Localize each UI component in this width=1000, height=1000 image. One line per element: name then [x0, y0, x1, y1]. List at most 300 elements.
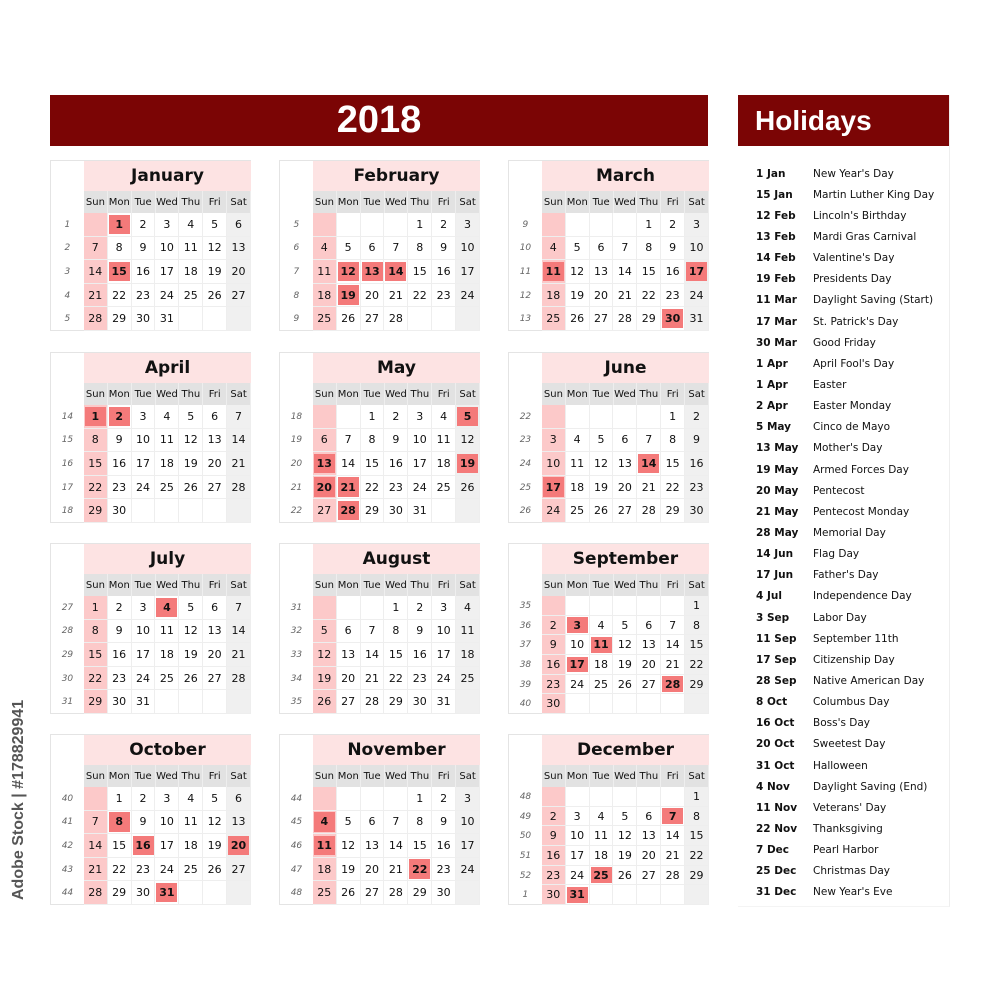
- day-cell: [566, 284, 590, 308]
- holiday-day-cell: [337, 476, 361, 500]
- day-number: 24: [570, 868, 585, 882]
- holiday-day-cell: [637, 452, 661, 476]
- day-number: 6: [645, 618, 653, 632]
- weekday-label: Sat: [685, 765, 709, 787]
- day-number: 7: [344, 433, 352, 447]
- weekday-label: Mon: [566, 765, 590, 787]
- day-cell: [108, 499, 132, 523]
- week-row: [280, 811, 480, 835]
- week-number: 21: [290, 482, 303, 493]
- day-number: 28: [388, 886, 403, 900]
- day-cell: [84, 858, 108, 882]
- day-cell: [132, 405, 156, 429]
- day-cell: [613, 596, 637, 616]
- day-number: 27: [594, 312, 609, 326]
- day-number: 12: [207, 241, 222, 255]
- day-cell: [337, 643, 361, 667]
- day-cell: [227, 881, 251, 905]
- holiday-date: 13 May: [756, 442, 799, 455]
- day-cell: [456, 858, 480, 882]
- day-cell: [337, 452, 361, 476]
- day-cell: [685, 826, 709, 846]
- day-number: 18: [183, 838, 198, 852]
- day-number: 18: [317, 288, 332, 302]
- holiday-name: Labor Day: [813, 611, 867, 624]
- day-number: 10: [159, 241, 174, 255]
- weekday-label: Thu: [179, 574, 203, 596]
- week-row: [509, 655, 709, 675]
- day-cell: [590, 284, 614, 308]
- weekday-label: Fri: [432, 383, 456, 405]
- week-number: 5: [293, 219, 300, 230]
- day-number: 24: [689, 288, 704, 302]
- day-number: 29: [112, 886, 127, 900]
- day-number: 3: [693, 217, 701, 231]
- day-number: 5: [344, 241, 352, 255]
- holiday-date: 7 Dec: [756, 844, 790, 857]
- day-cell: [384, 452, 408, 476]
- day-number: 5: [573, 241, 581, 255]
- weekday-label: Mon: [337, 574, 361, 596]
- week-row: [509, 307, 709, 331]
- holiday-day-cell: [337, 260, 361, 284]
- holiday-date: 8 Oct: [756, 696, 788, 709]
- day-number: 30: [388, 504, 403, 518]
- day-cell: [661, 787, 685, 807]
- day-number: 10: [136, 624, 151, 638]
- day-cell: [637, 237, 661, 261]
- day-cell: [408, 690, 432, 714]
- day-number: 26: [317, 695, 332, 709]
- day-number: 20: [207, 647, 222, 661]
- week-number: 17: [61, 482, 74, 493]
- day-cell: [637, 405, 661, 429]
- day-number: 5: [320, 624, 328, 638]
- day-number: 4: [597, 618, 605, 632]
- holiday-name: Mother's Day: [813, 442, 883, 455]
- day-number: 11: [543, 262, 564, 282]
- holiday-item: [738, 248, 950, 269]
- weekday-label: Mon: [108, 574, 132, 596]
- day-number: 16: [112, 456, 127, 470]
- day-cell: [313, 499, 337, 523]
- weekday-label: Wed: [385, 191, 409, 213]
- day-cell: [384, 213, 408, 237]
- day-cell: [661, 405, 685, 429]
- day-cell: [542, 885, 566, 905]
- day-number: 17: [136, 647, 151, 661]
- day-cell: [227, 811, 251, 835]
- day-number: 28: [388, 312, 403, 326]
- day-number: 27: [231, 288, 246, 302]
- holiday-date: 31 Oct: [756, 759, 795, 772]
- weekday-label: Wed: [156, 765, 180, 787]
- weekday-label: Wed: [156, 383, 180, 405]
- day-number: 8: [416, 815, 424, 829]
- day-cell: [337, 213, 361, 237]
- week-number: 41: [61, 817, 74, 828]
- holiday-name: Easter: [813, 378, 847, 391]
- day-number: 21: [365, 671, 380, 685]
- day-cell: [361, 307, 385, 331]
- day-cell: [566, 499, 590, 523]
- day-cell: [313, 881, 337, 905]
- day-cell: [227, 237, 251, 261]
- day-cell: [361, 476, 385, 500]
- day-cell: [408, 213, 432, 237]
- day-number: 20: [207, 456, 222, 470]
- weekday-label: Fri: [661, 765, 685, 787]
- day-cell: [661, 596, 685, 616]
- day-number: 18: [594, 848, 609, 862]
- day-number: 7: [235, 600, 243, 614]
- day-number: 23: [388, 480, 403, 494]
- day-number: 7: [621, 241, 629, 255]
- week-number: 29: [61, 649, 74, 660]
- day-cell: [637, 476, 661, 500]
- month-days: [51, 213, 251, 331]
- day-number: 8: [645, 241, 653, 255]
- holiday-name: Christmas Day: [813, 865, 891, 878]
- holiday-day-cell: [155, 881, 179, 905]
- day-number: 24: [460, 862, 475, 876]
- day-cell: [637, 213, 661, 237]
- day-cell: [685, 499, 709, 523]
- day-cell: [408, 881, 432, 905]
- day-cell: [408, 834, 432, 858]
- day-number: 30: [546, 888, 561, 902]
- weekday-label: Mon: [566, 574, 590, 596]
- weekday-label: Thu: [408, 383, 432, 405]
- day-cell: [637, 307, 661, 331]
- day-number: 13: [594, 264, 609, 278]
- holiday-day-cell: [108, 260, 132, 284]
- day-cell: [590, 499, 614, 523]
- day-cell: [132, 858, 156, 882]
- day-number: 17: [570, 848, 585, 862]
- holiday-date: 11 Sep: [756, 632, 797, 645]
- day-number: 5: [187, 409, 195, 423]
- day-number: 23: [436, 862, 451, 876]
- day-number: 29: [88, 695, 103, 709]
- day-number: 12: [617, 829, 632, 843]
- day-number: 20: [365, 862, 380, 876]
- holiday-day-cell: [313, 811, 337, 835]
- weekday-header-row: [84, 765, 251, 787]
- week-row: [51, 307, 251, 331]
- day-cell: [566, 826, 590, 846]
- week-number: 44: [61, 888, 74, 899]
- day-cell: [432, 811, 456, 835]
- day-number: 19: [207, 264, 222, 278]
- day-number: 15: [365, 456, 380, 470]
- holiday-date: 25 Dec: [756, 865, 797, 878]
- week-row: [280, 284, 480, 308]
- day-cell: [384, 596, 408, 620]
- holiday-name: Martin Luther King Day: [813, 188, 935, 201]
- day-number: 21: [231, 456, 246, 470]
- day-cell: [408, 237, 432, 261]
- day-cell: [613, 476, 637, 500]
- day-number: 28: [617, 312, 632, 326]
- day-number: 5: [457, 407, 478, 427]
- weekday-label: Tue: [590, 383, 614, 405]
- day-number: 31: [136, 695, 151, 709]
- day-cell: [313, 213, 337, 237]
- weekday-label: Sun: [84, 383, 108, 405]
- day-cell: [613, 885, 637, 905]
- day-number: 8: [91, 433, 99, 447]
- day-number: 31: [567, 887, 588, 903]
- day-cell: [613, 213, 637, 237]
- day-number: 7: [91, 815, 99, 829]
- week-number: 18: [290, 411, 303, 422]
- day-number: 3: [139, 409, 147, 423]
- day-cell: [384, 499, 408, 523]
- week-row: [509, 476, 709, 500]
- day-cell: [566, 213, 590, 237]
- day-number: 24: [412, 480, 427, 494]
- holiday-item: [738, 797, 950, 818]
- day-number: 13: [231, 241, 246, 255]
- holiday-day-cell: [456, 405, 480, 429]
- month-days: [51, 405, 251, 523]
- day-cell: [661, 655, 685, 675]
- day-cell: [179, 284, 203, 308]
- day-number: 16: [665, 264, 680, 278]
- day-number: 1: [669, 409, 677, 423]
- holiday-name: Sweetest Day: [813, 738, 886, 751]
- holiday-date: 16 Oct: [756, 717, 795, 730]
- weekday-label: Wed: [385, 574, 409, 596]
- day-cell: [456, 787, 480, 811]
- holiday-day-cell: [661, 307, 685, 331]
- day-number: 26: [341, 886, 356, 900]
- month-march: [508, 160, 709, 331]
- day-cell: [542, 675, 566, 695]
- month-title: January: [84, 161, 251, 191]
- month-days: [509, 213, 709, 331]
- day-cell: [132, 811, 156, 835]
- day-cell: [432, 237, 456, 261]
- holiday-item: [738, 670, 950, 691]
- month-title: March: [542, 161, 709, 191]
- day-cell: [155, 260, 179, 284]
- day-cell: [313, 787, 337, 811]
- day-number: 28: [665, 868, 680, 882]
- day-cell: [685, 452, 709, 476]
- day-number: 16: [388, 456, 403, 470]
- day-cell: [661, 499, 685, 523]
- day-cell: [685, 846, 709, 866]
- weekday-label: Fri: [661, 383, 685, 405]
- day-cell: [408, 405, 432, 429]
- day-number: 13: [641, 829, 656, 843]
- day-cell: [542, 452, 566, 476]
- day-cell: [566, 846, 590, 866]
- day-cell: [590, 616, 614, 636]
- week-number: 23: [519, 435, 532, 446]
- day-number: 15: [388, 647, 403, 661]
- day-cell: [542, 846, 566, 866]
- day-cell: [227, 596, 251, 620]
- day-number: 14: [385, 262, 406, 282]
- day-number: 5: [211, 791, 219, 805]
- day-cell: [179, 307, 203, 331]
- day-number: 28: [365, 695, 380, 709]
- holiday-item: [738, 776, 950, 797]
- day-cell: [155, 620, 179, 644]
- day-number: 10: [159, 815, 174, 829]
- day-number: 23: [412, 671, 427, 685]
- day-number: 29: [689, 677, 704, 691]
- day-number: 12: [341, 838, 356, 852]
- day-cell: [179, 452, 203, 476]
- day-cell: [613, 675, 637, 695]
- week-row: [280, 260, 480, 284]
- day-cell: [590, 405, 614, 429]
- holiday-date: 21 May: [756, 505, 799, 518]
- day-number: 19: [338, 285, 359, 305]
- holiday-name: Thanksgiving: [813, 822, 883, 835]
- day-cell: [408, 284, 432, 308]
- watermark: Adobe Stock | #178829941: [10, 699, 27, 900]
- day-cell: [384, 667, 408, 691]
- weekday-header-row: [542, 574, 709, 596]
- day-number: 26: [207, 288, 222, 302]
- day-cell: [132, 284, 156, 308]
- weekday-header-row: [313, 191, 480, 213]
- day-number: 29: [412, 886, 427, 900]
- holiday-day-cell: [542, 476, 566, 500]
- day-number: 13: [207, 433, 222, 447]
- holiday-name: New Year's Eve: [813, 886, 893, 899]
- day-number: 23: [436, 288, 451, 302]
- day-number: 3: [440, 600, 448, 614]
- day-number: 25: [546, 312, 561, 326]
- week-row: [509, 429, 709, 453]
- day-number: 26: [183, 480, 198, 494]
- holiday-day-cell: [337, 284, 361, 308]
- day-cell: [613, 826, 637, 846]
- day-number: 4: [314, 812, 335, 832]
- day-number: 21: [88, 288, 103, 302]
- weekday-label: Wed: [156, 574, 180, 596]
- week-row: [509, 596, 709, 616]
- day-number: 21: [665, 848, 680, 862]
- holiday-day-cell: [408, 858, 432, 882]
- day-number: 2: [440, 791, 448, 805]
- day-cell: [227, 429, 251, 453]
- day-cell: [685, 675, 709, 695]
- day-cell: [361, 858, 385, 882]
- day-cell: [685, 787, 709, 807]
- day-cell: [203, 237, 227, 261]
- day-number: 8: [693, 618, 701, 632]
- day-cell: [108, 787, 132, 811]
- day-number: 2: [392, 409, 400, 423]
- day-number: 29: [88, 504, 103, 518]
- day-number: 23: [689, 480, 704, 494]
- day-cell: [542, 694, 566, 714]
- week-row: [509, 694, 709, 714]
- day-cell: [203, 881, 227, 905]
- day-number: 9: [440, 815, 448, 829]
- day-number: 24: [136, 671, 151, 685]
- day-number: 16: [546, 848, 561, 862]
- day-cell: [590, 596, 614, 616]
- day-number: 14: [388, 838, 403, 852]
- weekday-label: Tue: [132, 574, 156, 596]
- weekday-label: Thu: [408, 574, 432, 596]
- day-cell: [179, 643, 203, 667]
- holiday-date: 17 Mar: [756, 315, 797, 328]
- day-number: 9: [139, 815, 147, 829]
- day-cell: [685, 616, 709, 636]
- day-number: 2: [549, 809, 557, 823]
- weekday-label: Wed: [614, 191, 638, 213]
- month-april: [50, 352, 251, 523]
- weekday-header-row: [313, 574, 480, 596]
- day-number: 11: [183, 241, 198, 255]
- day-number: 6: [211, 409, 219, 423]
- week-number: 1: [64, 219, 71, 230]
- week-row: [51, 596, 251, 620]
- week-row: [280, 307, 480, 331]
- day-cell: [361, 690, 385, 714]
- weekday-label: Thu: [637, 574, 661, 596]
- weekday-label: Fri: [661, 191, 685, 213]
- weekday-label: Fri: [432, 574, 456, 596]
- weekday-label: Fri: [203, 574, 227, 596]
- holiday-item: [738, 861, 950, 882]
- week-number: 42: [61, 840, 74, 851]
- day-cell: [313, 237, 337, 261]
- day-cell: [637, 885, 661, 905]
- weekday-header-row: [313, 383, 480, 405]
- week-row: [51, 405, 251, 429]
- day-cell: [203, 858, 227, 882]
- week-number: 52: [519, 870, 532, 881]
- weekday-header-row: [84, 383, 251, 405]
- week-number: 16: [61, 458, 74, 469]
- holiday-date: 15 Jan: [756, 188, 793, 201]
- day-number: 9: [139, 241, 147, 255]
- holidays-list: [738, 163, 950, 903]
- day-cell: [613, 866, 637, 886]
- day-cell: [313, 690, 337, 714]
- day-cell: [337, 811, 361, 835]
- day-number: 14: [88, 838, 103, 852]
- day-number: 3: [464, 791, 472, 805]
- day-number: 3: [464, 217, 472, 231]
- day-number: 15: [689, 829, 704, 843]
- day-cell: [132, 667, 156, 691]
- day-number: 31: [436, 695, 451, 709]
- day-cell: [361, 499, 385, 523]
- day-cell: [179, 476, 203, 500]
- day-cell: [179, 787, 203, 811]
- day-cell: [227, 260, 251, 284]
- day-cell: [361, 667, 385, 691]
- day-number: 24: [159, 862, 174, 876]
- day-cell: [613, 694, 637, 714]
- month-days: [509, 405, 709, 523]
- day-cell: [313, 858, 337, 882]
- day-cell: [590, 675, 614, 695]
- day-number: 10: [460, 241, 475, 255]
- day-number: 25: [436, 480, 451, 494]
